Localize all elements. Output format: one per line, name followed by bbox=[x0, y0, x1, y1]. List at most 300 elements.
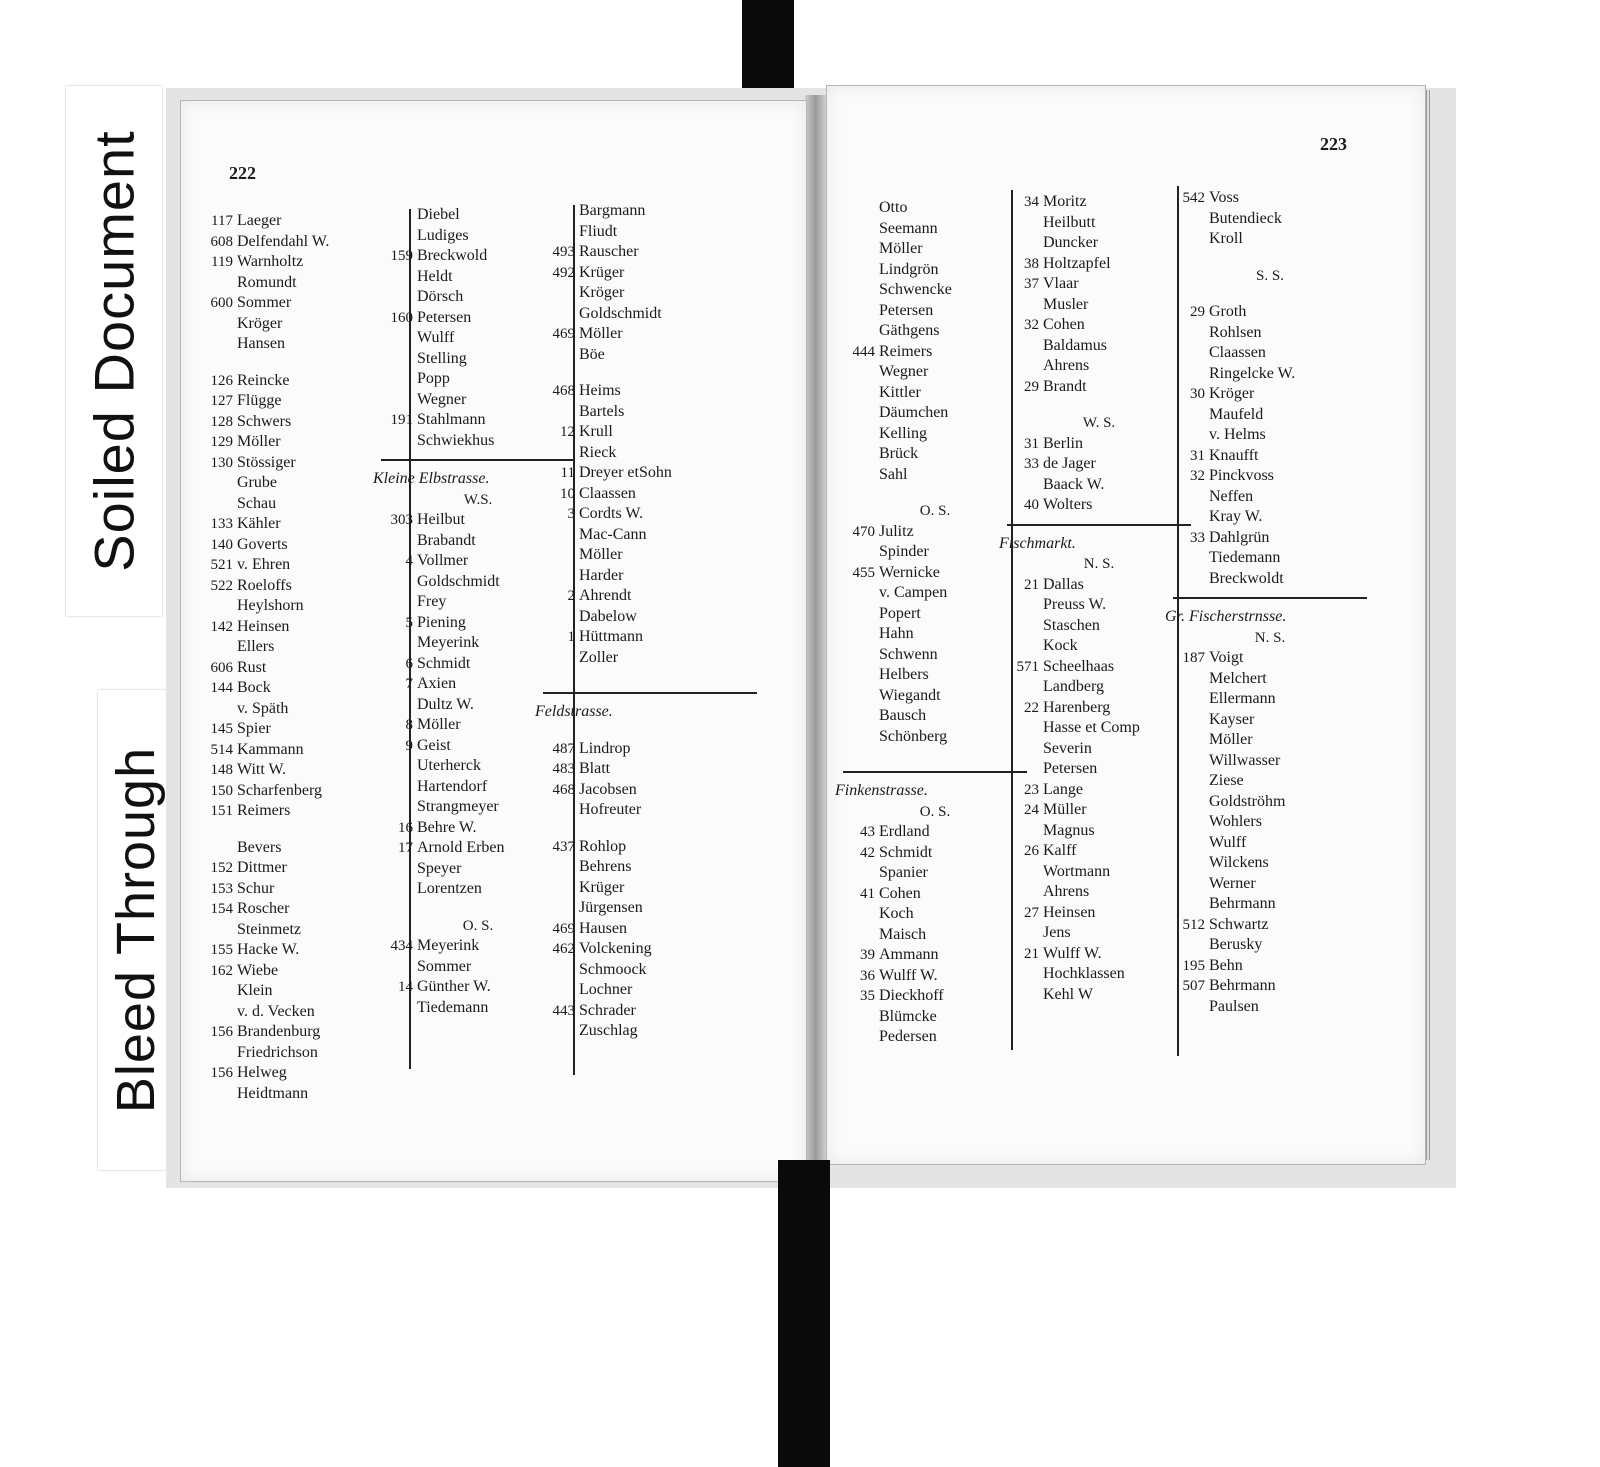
directory-entry bbox=[1165, 188, 1375, 209]
house-number: 39 bbox=[860, 947, 875, 963]
resident-name: Tiedemann bbox=[417, 998, 489, 1016]
resident-name: Maufeld bbox=[1209, 405, 1264, 423]
house-number: 512 bbox=[1182, 916, 1205, 933]
resident-name: Dörsch bbox=[417, 288, 464, 305]
house-number: 437 bbox=[552, 838, 575, 855]
resident-name: Schwartz bbox=[1209, 915, 1269, 933]
side-label: W. S. bbox=[1082, 415, 1116, 431]
resident-name: Heilbutt bbox=[1043, 213, 1096, 231]
directory-entry bbox=[535, 422, 765, 443]
side-heading bbox=[1165, 628, 1375, 649]
resident-name: Ammann bbox=[879, 946, 939, 963]
resident-name: Blümcke bbox=[879, 1007, 937, 1025]
house-number: 126 bbox=[210, 372, 233, 389]
resident-name: de Jager bbox=[1043, 455, 1096, 472]
house-number: 160 bbox=[390, 309, 413, 326]
resident-name: Krüger bbox=[579, 878, 625, 896]
resident-name: Voss bbox=[1209, 189, 1239, 206]
resident-name: Kröger bbox=[237, 314, 283, 332]
resident-name: Cohen bbox=[1043, 316, 1085, 333]
section-divider bbox=[535, 684, 765, 702]
directory-entry bbox=[535, 545, 765, 566]
resident-name: Hansen bbox=[237, 335, 285, 352]
house-number: 542 bbox=[1182, 190, 1205, 206]
resident-name: Ringelcke W. bbox=[1209, 364, 1296, 382]
directory-entry bbox=[1165, 384, 1375, 405]
house-number: 37 bbox=[1024, 276, 1039, 292]
resident-name: Heldt bbox=[417, 267, 453, 285]
resident-name: Däumchen bbox=[879, 404, 949, 421]
resident-name: Vlaar bbox=[1043, 275, 1079, 292]
directory-entry bbox=[1165, 528, 1375, 549]
resident-name: Wulff bbox=[417, 329, 455, 346]
resident-name: Piening bbox=[417, 613, 466, 631]
resident-name: Schrader bbox=[579, 1001, 636, 1019]
resident-name: Behrmann bbox=[1209, 895, 1276, 912]
resident-name: Lindgrön bbox=[879, 260, 939, 278]
resident-name: Strangmeyer bbox=[417, 798, 499, 815]
resident-name: Axien bbox=[417, 675, 457, 692]
resident-name: Knaufft bbox=[1209, 446, 1259, 464]
resident-name: Witt W. bbox=[237, 761, 287, 778]
resident-name: Reimers bbox=[237, 802, 291, 819]
directory-entry bbox=[1165, 689, 1375, 710]
directory-entry bbox=[1165, 997, 1375, 1018]
house-number: 7 bbox=[405, 676, 413, 692]
resident-name: Duncker bbox=[1043, 234, 1099, 251]
directory-entry bbox=[535, 463, 765, 484]
resident-name: Ahrendt bbox=[579, 587, 632, 604]
resident-name: Müller bbox=[1043, 801, 1087, 818]
house-number: 162 bbox=[210, 962, 233, 979]
resident-name: Maisch bbox=[879, 925, 927, 943]
resident-name: Dreyer etSohn bbox=[579, 464, 672, 481]
resident-name: Schwenn bbox=[879, 645, 938, 663]
house-number: 38 bbox=[1024, 255, 1039, 272]
resident-name: Hartendorf bbox=[417, 777, 488, 795]
resident-name: Sahl bbox=[879, 465, 908, 483]
house-number: 32 bbox=[1024, 317, 1039, 333]
resident-name: Schwencke bbox=[879, 281, 952, 298]
house-number: 606 bbox=[210, 659, 233, 676]
resident-name: Speyer bbox=[417, 859, 462, 877]
resident-name: Krüger bbox=[579, 263, 625, 281]
directory-entry bbox=[1165, 792, 1375, 813]
resident-name: Möller bbox=[579, 325, 623, 342]
resident-name: Rohlop bbox=[579, 837, 627, 855]
house-number: 133 bbox=[210, 516, 233, 532]
resident-name: Wiegandt bbox=[879, 686, 941, 704]
resident-name: Tiedemann bbox=[1209, 549, 1281, 566]
directory-entry bbox=[1165, 874, 1375, 895]
resident-name: Petersen bbox=[417, 308, 472, 326]
resident-name: Heinsen bbox=[237, 617, 290, 635]
resident-name: Sommer bbox=[417, 957, 472, 975]
house-number: 29 bbox=[1024, 378, 1039, 395]
side-label: S. S. bbox=[1256, 267, 1284, 284]
resident-name: Dieckhoff bbox=[879, 987, 944, 1004]
directory-entry bbox=[1165, 487, 1375, 508]
house-number: 493 bbox=[552, 244, 575, 260]
house-number: 23 bbox=[1024, 781, 1039, 798]
directory-entry bbox=[535, 525, 765, 546]
house-number: 483 bbox=[552, 761, 575, 777]
directory-entry bbox=[535, 759, 765, 780]
resident-name: Zoller bbox=[579, 648, 619, 666]
resident-name: Kammann bbox=[237, 740, 304, 758]
resident-name: Dultz W. bbox=[417, 695, 474, 713]
resident-name: v. d. Vecken bbox=[237, 1002, 315, 1020]
resident-name: Romundt bbox=[237, 273, 297, 291]
resident-name: Hasse et Comp bbox=[1043, 719, 1140, 736]
resident-name: Ahrens bbox=[1043, 357, 1090, 374]
directory-entry bbox=[535, 800, 765, 821]
resident-name: v. Campen bbox=[879, 584, 948, 601]
resident-name: Wohlers bbox=[1209, 813, 1262, 830]
directory-entry bbox=[535, 242, 765, 263]
resident-name: Bargmann bbox=[579, 202, 646, 219]
house-number: 487 bbox=[552, 740, 575, 757]
resident-name: Geist bbox=[417, 736, 451, 754]
resident-name: Dittmer bbox=[237, 859, 287, 876]
directory-entry bbox=[535, 739, 765, 760]
directory-entry bbox=[1165, 229, 1375, 250]
directory-entry bbox=[193, 1084, 413, 1105]
resident-name: Kehl W bbox=[1043, 985, 1093, 1003]
directory-entry bbox=[535, 283, 765, 304]
resident-name: Möller bbox=[579, 546, 623, 563]
resident-name: Schmidt bbox=[879, 843, 933, 861]
resident-name: Preuss W. bbox=[1043, 596, 1107, 613]
directory-entry bbox=[1165, 833, 1375, 854]
resident-name: Kähler bbox=[237, 515, 281, 532]
house-number: 145 bbox=[210, 721, 233, 737]
resident-name: v. Späth bbox=[237, 699, 289, 717]
resident-name: Julitz bbox=[879, 522, 914, 540]
resident-name: Helbers bbox=[879, 666, 929, 683]
resident-name: Popert bbox=[879, 604, 921, 622]
directory-entry bbox=[1165, 466, 1375, 487]
side-label: O. S. bbox=[919, 503, 951, 519]
house-number: 154 bbox=[210, 901, 233, 917]
house-number: 469 bbox=[552, 920, 575, 937]
resident-name: Goldschmidt bbox=[579, 304, 662, 322]
house-number: 144 bbox=[210, 680, 233, 696]
resident-name: Steinmetz bbox=[237, 920, 301, 938]
directory-entry bbox=[1165, 956, 1375, 977]
house-number: 444 bbox=[852, 343, 875, 360]
resident-name: Heinsen bbox=[1043, 903, 1096, 921]
street-name: Kleine Elbstrasse. bbox=[373, 470, 490, 487]
resident-name: Volckening bbox=[579, 940, 652, 957]
resident-name: v. Ehren bbox=[237, 556, 291, 573]
house-number: 26 bbox=[1024, 843, 1039, 859]
resident-name: Holtzapfel bbox=[1043, 254, 1111, 272]
house-number: 469 bbox=[552, 326, 575, 342]
resident-name: Uterherck bbox=[417, 757, 481, 774]
house-number: 34 bbox=[1024, 194, 1039, 210]
soiled-document-label bbox=[66, 86, 162, 616]
resident-name: Otto bbox=[879, 199, 908, 216]
resident-name: Petersen bbox=[879, 301, 934, 319]
resident-name: Kröger bbox=[1209, 385, 1255, 402]
spacer bbox=[535, 668, 765, 684]
house-number: 41 bbox=[860, 885, 875, 902]
house-number: 21 bbox=[1024, 576, 1039, 593]
resident-name: Behrmann bbox=[1209, 977, 1276, 994]
resident-name: Scheelhaas bbox=[1043, 657, 1115, 675]
resident-name: Schau bbox=[237, 494, 277, 512]
resident-name: Goldschmidt bbox=[417, 572, 500, 590]
house-number: 514 bbox=[210, 741, 233, 758]
directory-entry bbox=[535, 607, 765, 628]
house-number: 11 bbox=[560, 465, 575, 481]
directory-entry bbox=[1165, 446, 1375, 467]
resident-name: Seemann bbox=[879, 219, 938, 237]
house-number: 152 bbox=[210, 860, 233, 876]
house-number: 9 bbox=[405, 737, 413, 754]
resident-name: Jürgensen bbox=[579, 899, 643, 916]
house-number: 31 bbox=[1190, 447, 1205, 464]
side-label: O. S. bbox=[462, 917, 494, 934]
resident-name: Breckwoldt bbox=[1209, 569, 1284, 587]
resident-name: Flügge bbox=[237, 392, 282, 409]
resident-name: Diebel bbox=[417, 206, 460, 223]
directory-entry bbox=[835, 1007, 1035, 1028]
directory-entry bbox=[535, 780, 765, 801]
house-number: 303 bbox=[390, 512, 413, 528]
house-number: 8 bbox=[405, 717, 413, 733]
directory-entry bbox=[535, 1001, 765, 1022]
directory-entry bbox=[535, 222, 765, 243]
directory-entry bbox=[535, 837, 765, 858]
resident-name: Grube bbox=[237, 474, 277, 491]
resident-name: Kelling bbox=[879, 424, 927, 442]
resident-name: Groth bbox=[1209, 303, 1247, 320]
resident-name: Klein bbox=[237, 982, 273, 999]
resident-name: Werner bbox=[1209, 874, 1256, 892]
resident-name: Meyerink bbox=[417, 937, 480, 954]
resident-name: Frey bbox=[417, 593, 447, 610]
directory-column bbox=[1165, 188, 1375, 1017]
house-number: 507 bbox=[1182, 978, 1205, 994]
resident-name: Goverts bbox=[237, 535, 288, 553]
directory-entry bbox=[535, 627, 765, 648]
house-number: 148 bbox=[210, 762, 233, 778]
house-number: 42 bbox=[860, 844, 875, 861]
resident-name: Delfendahl W. bbox=[237, 232, 330, 250]
directory-entry bbox=[1165, 548, 1375, 569]
resident-name: Staschen bbox=[1043, 616, 1100, 634]
resident-name: Fliudt bbox=[579, 222, 618, 240]
resident-name: Magnus bbox=[1043, 821, 1095, 839]
resident-name: Spinder bbox=[879, 543, 929, 560]
resident-name: Mac-Cann bbox=[579, 525, 647, 543]
resident-name: Vollmer bbox=[417, 552, 469, 569]
house-number: 40 bbox=[1024, 497, 1039, 513]
resident-name: Wulff W. bbox=[1043, 944, 1102, 962]
resident-name: Popp bbox=[417, 370, 450, 387]
resident-name: Möller bbox=[879, 240, 923, 257]
directory-entry bbox=[1165, 669, 1375, 690]
house-number: 12 bbox=[560, 424, 575, 440]
resident-name: Brück bbox=[879, 445, 919, 462]
resident-name: Günther W. bbox=[417, 978, 491, 995]
resident-name: Severin bbox=[1043, 739, 1092, 757]
resident-name: Claassen bbox=[1209, 344, 1266, 361]
directory-entry bbox=[535, 345, 765, 366]
resident-name: Bartels bbox=[579, 402, 625, 420]
resident-name: Ziese bbox=[1209, 772, 1244, 789]
directory-entry bbox=[535, 878, 765, 899]
house-number: 462 bbox=[552, 941, 575, 957]
house-number: 5 bbox=[405, 614, 413, 631]
resident-name: Wilckens bbox=[1209, 854, 1269, 871]
resident-name: Dahlgrün bbox=[1209, 528, 1270, 546]
resident-name: Baack W. bbox=[1043, 475, 1105, 493]
directory-entry bbox=[535, 586, 765, 607]
street-name: Fischmarkt. bbox=[999, 534, 1076, 552]
house-number: 33 bbox=[1190, 529, 1205, 546]
directory-entry bbox=[535, 443, 765, 464]
resident-name: Helweg bbox=[237, 1064, 287, 1081]
resident-name: Brandenburg bbox=[237, 1023, 321, 1040]
house-number: 35 bbox=[860, 988, 875, 1004]
resident-name: Kayser bbox=[1209, 710, 1255, 728]
resident-name: Roscher bbox=[237, 900, 290, 917]
resident-name: Wegner bbox=[417, 390, 467, 408]
house-number: 31 bbox=[1024, 435, 1039, 452]
spacer bbox=[535, 723, 765, 739]
house-number: 1 bbox=[567, 629, 575, 645]
resident-name: Paulsen bbox=[1209, 997, 1259, 1015]
house-number: 6 bbox=[405, 655, 413, 672]
resident-name: Wortmann bbox=[1043, 862, 1111, 880]
resident-name: Schwers bbox=[237, 412, 292, 430]
resident-name: Bausch bbox=[879, 707, 927, 724]
resident-name: Kray W. bbox=[1209, 508, 1263, 525]
resident-name: Hofreuter bbox=[579, 801, 642, 818]
directory-entry bbox=[535, 898, 765, 919]
directory-entry bbox=[535, 980, 765, 1001]
page-number-left: 222 bbox=[229, 163, 256, 183]
side-heading bbox=[1165, 266, 1375, 287]
house-number: 3 bbox=[567, 506, 575, 522]
house-number: 470 bbox=[852, 523, 875, 540]
resident-name: Scharfenberg bbox=[237, 781, 322, 799]
resident-name: Wernicke bbox=[879, 563, 940, 581]
resident-name: Ludiges bbox=[417, 226, 469, 244]
resident-name: Arnold Erben bbox=[417, 839, 505, 856]
house-number: 129 bbox=[210, 434, 233, 450]
resident-name: Lindrop bbox=[579, 739, 631, 757]
directory-entry bbox=[1165, 323, 1375, 344]
street-name: Gr. Fischerstrnsse. bbox=[1165, 608, 1287, 625]
directory-entry bbox=[1165, 302, 1375, 323]
street-name: Finkenstrasse. bbox=[835, 782, 928, 799]
directory-entry bbox=[535, 857, 765, 878]
house-number: 521 bbox=[210, 557, 233, 573]
spacer bbox=[535, 365, 765, 381]
street-heading bbox=[1165, 607, 1375, 628]
resident-name: Möller bbox=[237, 433, 281, 450]
resident-name: Reincke bbox=[237, 371, 290, 389]
house-number: 468 bbox=[552, 781, 575, 798]
resident-name: Zuschlag bbox=[579, 1022, 638, 1039]
directory-entry bbox=[535, 566, 765, 587]
house-number: 36 bbox=[860, 967, 875, 984]
directory-entry bbox=[1165, 425, 1375, 446]
resident-name: Kalff bbox=[1043, 842, 1077, 859]
resident-name: Koch bbox=[879, 905, 914, 922]
directory-entry bbox=[193, 1022, 413, 1043]
house-number: 156 bbox=[210, 1065, 233, 1081]
resident-name: Warnholtz bbox=[237, 253, 304, 270]
directory-entry bbox=[535, 484, 765, 505]
house-number: 117 bbox=[211, 213, 233, 229]
resident-name: Möller bbox=[417, 716, 461, 733]
resident-name: Neffen bbox=[1209, 487, 1254, 505]
house-number: 33 bbox=[1024, 456, 1039, 472]
resident-name: Harder bbox=[579, 566, 624, 584]
directory-entry bbox=[1165, 812, 1375, 833]
directory-entry bbox=[1165, 648, 1375, 669]
resident-name: Landberg bbox=[1043, 678, 1105, 695]
house-number: 522 bbox=[210, 577, 233, 594]
directory-entry bbox=[1165, 894, 1375, 915]
resident-name: Hacke W. bbox=[237, 941, 300, 958]
section-divider bbox=[1165, 589, 1375, 607]
directory-entry bbox=[535, 381, 765, 402]
resident-name: Heilbut bbox=[417, 511, 465, 528]
directory-entry bbox=[1165, 915, 1375, 936]
resident-name: Sommer bbox=[237, 294, 292, 311]
house-number: 119 bbox=[211, 254, 233, 270]
directory-entry bbox=[1165, 935, 1375, 956]
resident-name: Kröger bbox=[579, 284, 625, 301]
resident-name: Claassen bbox=[579, 484, 636, 502]
right-page bbox=[826, 85, 1426, 1165]
resident-name: Ellermann bbox=[1209, 690, 1276, 707]
resident-name: Schmoock bbox=[579, 960, 647, 978]
house-number: 608 bbox=[210, 233, 233, 250]
directory-entry bbox=[535, 960, 765, 981]
resident-name: Stössiger bbox=[237, 453, 296, 471]
directory-entry bbox=[1165, 209, 1375, 230]
resident-name: Lorentzen bbox=[417, 880, 482, 897]
directory-entry bbox=[193, 1043, 413, 1064]
resident-name: Petersen bbox=[1043, 760, 1098, 777]
directory-entry bbox=[1165, 343, 1375, 364]
street-name: Feldstrasse. bbox=[535, 703, 613, 720]
resident-name: Berlin bbox=[1043, 434, 1083, 452]
house-number: 156 bbox=[210, 1024, 233, 1040]
resident-name: Lochner bbox=[579, 981, 633, 998]
resident-name: Behrens bbox=[579, 858, 632, 875]
directory-entry bbox=[535, 1021, 765, 1042]
resident-name: Dabelow bbox=[579, 607, 637, 625]
resident-name: Baldamus bbox=[1043, 336, 1107, 354]
directory-entry bbox=[1165, 730, 1375, 751]
house-number: 191 bbox=[390, 412, 413, 428]
resident-name: Schwiekhus bbox=[417, 431, 495, 449]
house-number: 2 bbox=[567, 588, 575, 604]
bleed-through-text: Bleed Through bbox=[106, 746, 166, 1114]
bleed-through-label bbox=[98, 690, 174, 1170]
resident-name: Stahlmann bbox=[417, 411, 486, 428]
resident-name: Heylshorn bbox=[237, 597, 304, 614]
resident-name: Bock bbox=[237, 679, 271, 696]
